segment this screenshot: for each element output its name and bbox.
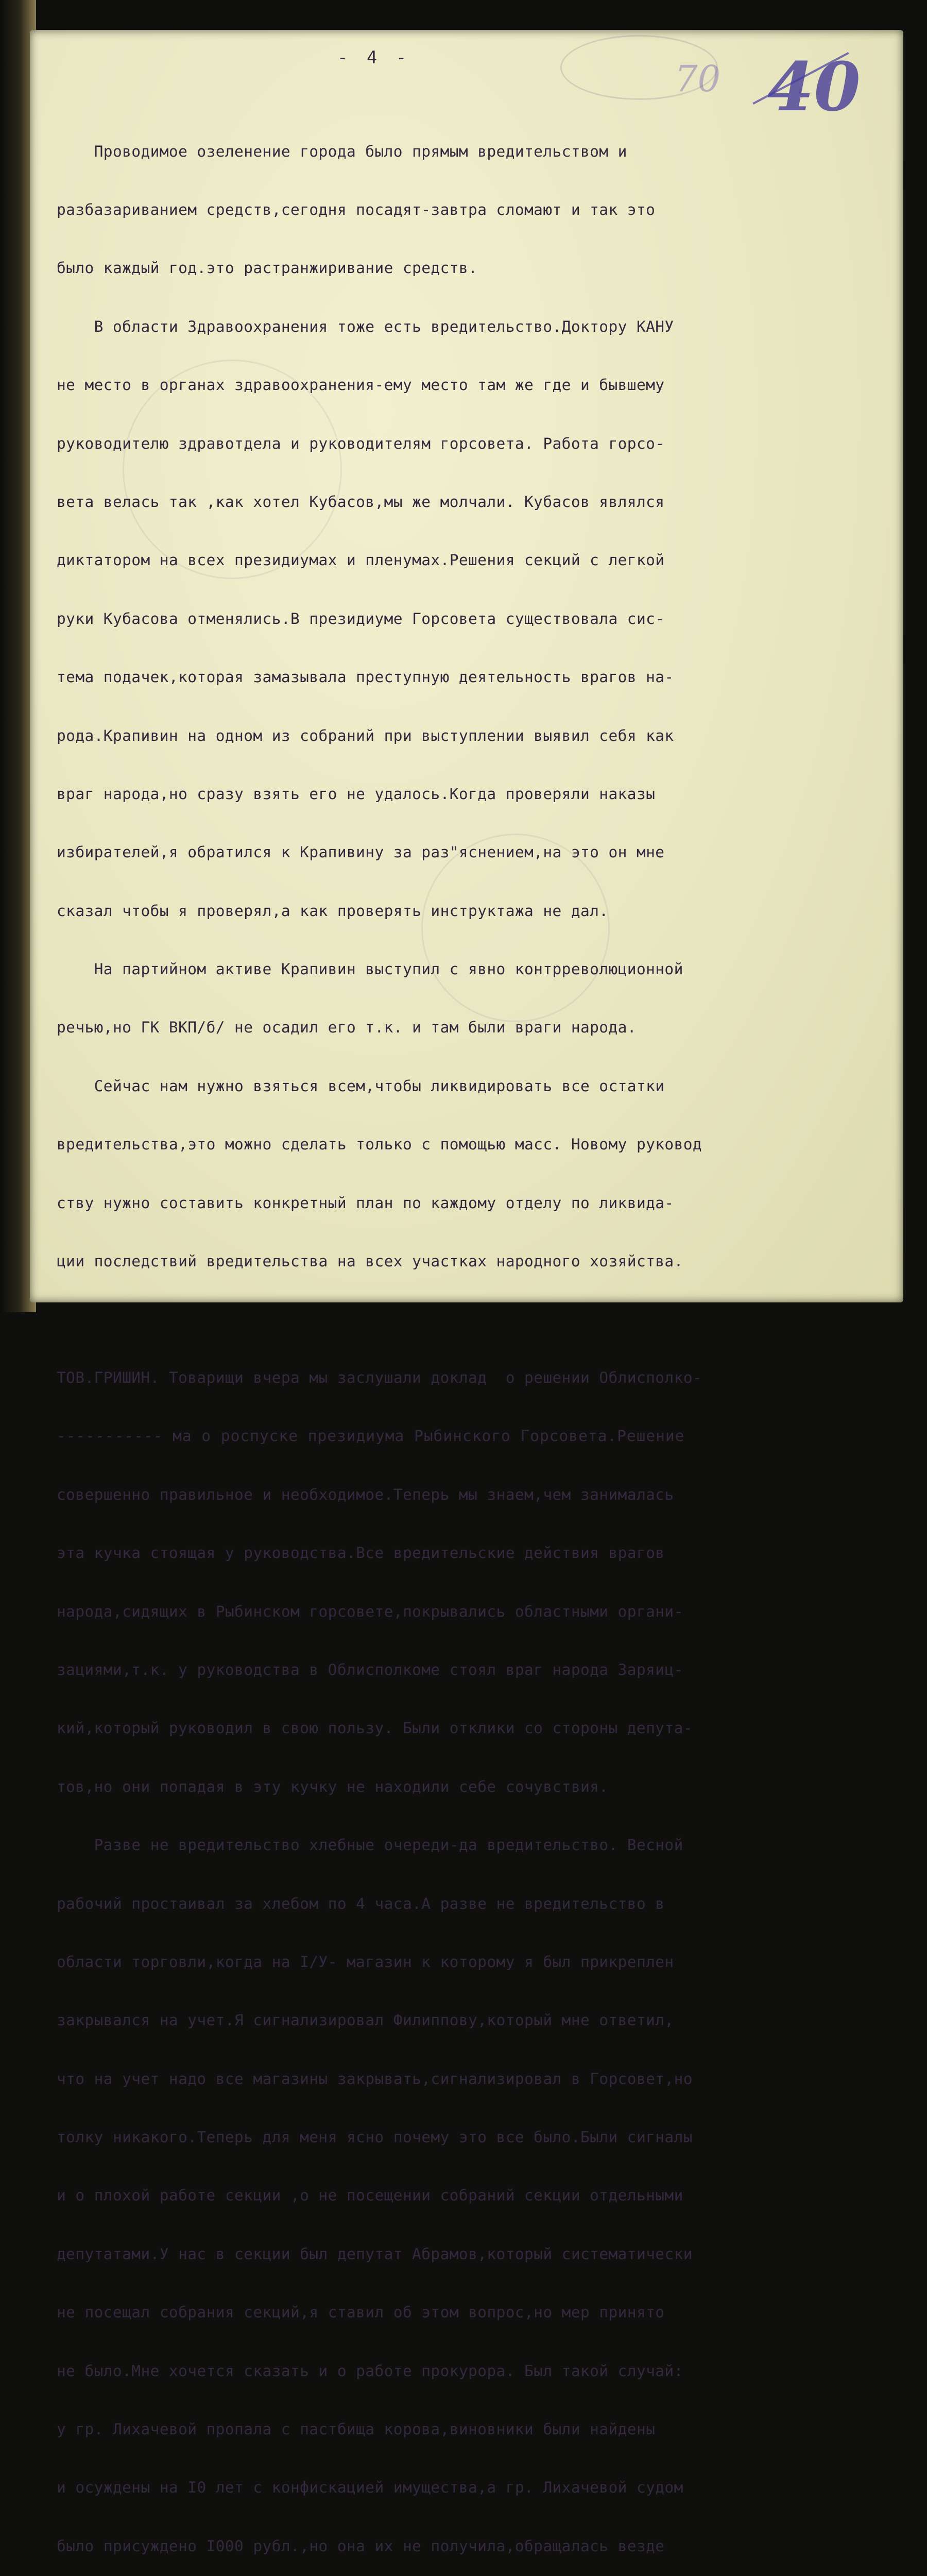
page-number: - 4 - — [337, 47, 411, 68]
paragraph-intro — [57, 103, 891, 1310]
text-line: эта кучка стоящая у руководства.Все вредительские действия врагов — [57, 1544, 665, 1562]
archive-folio-new: 40 — [767, 47, 861, 126]
paragraph-grishin — [57, 1329, 891, 2576]
text-line: ции последствий вредительства на всех участках народного хозяйства. — [57, 1252, 683, 1270]
text-line: На партийном активе Крапивин выступил с явно контрреволюционной — [57, 960, 683, 978]
text-line: диктатором на всех президиумах и пленумах.Решения секций с легкой — [57, 551, 665, 569]
text-line: было каждый год.это растранжиривание средств. — [57, 259, 478, 277]
text-line: сказал чтобы я проверял,а как проверять инструктажа не дал. — [57, 902, 609, 920]
text-line: и осуждены на I0 лет с конфискацией имущества,а гр. Лихачевой судом — [57, 2479, 683, 2497]
text-line: Сейчас нам нужно взяться всем,чтобы ликвидировать все остатки — [57, 1077, 665, 1095]
text-line: ству нужно составить конкретный план по каждому отделу по ликвида- — [57, 1194, 674, 1212]
text-line: тема подачек,которая замазывала преступную деятельность врагов на- — [57, 668, 674, 686]
speaker-underline: ----------- ма о роспуске президиума Рыбинского Горсовета.Решение — [57, 1427, 685, 1445]
text-line: депутатами.У нас в секции был депутат Абрамов,который систематически — [57, 2245, 693, 2263]
speaker-line: ТОВ.ГРИШИН. Товарищи вчера мы заслушали доклад о решении Облисполко- — [57, 1369, 702, 1386]
text-line: разбазариванием средств,сегодня посадят-завтра сломают и так это — [57, 200, 656, 218]
text-line: было присуждено I000 рубл.,но она их не получила,обращалась везде — [57, 2537, 665, 2555]
text-line: рабочий простаивал за хлебом по 4 часа.А разве не вредительство в — [57, 1894, 665, 1912]
archive-folio-old: 70 — [675, 58, 721, 100]
text-line: избирателей,я обратился к Крапивину за раз"яснением,на это он мне — [57, 843, 665, 861]
text-line: речью,но ГК ВКП/б/ не осадил его т.к. и там были враги народа. — [57, 1019, 637, 1037]
text-line: не посещал собрания секций,я ставил об этом вопрос,но мер принято — [57, 2303, 665, 2321]
text-line: области торговли,когда на I/У- магазин к которому я был прикреплен — [57, 1953, 674, 1971]
text-line: не место в органах здравоохранения-ему место там же где и бывшему — [57, 376, 665, 394]
text-line: народа,сидящих в Рыбинском горсовете,покрывались областными органи- — [57, 1602, 683, 1620]
text-line: руки Кубасова отменялись.В президиуме Горсовета существовала сис- — [57, 609, 665, 628]
text-line: у гр. Лихачевой пропала с пастбища корова,виновники были найдены — [57, 2420, 656, 2438]
text-line: зациями,т.к. у руководства в Облисполкоме стоял враг народа Заряиц- — [57, 1660, 683, 1679]
text-line: враг народа,но сразу взять его не удалось.Когда проверяли наказы — [57, 785, 656, 803]
text-line: что на учет надо все магазины закрывать,сигнализировал в Горсовет,но — [57, 2070, 693, 2088]
text-line: Разве не вредительство хлебные очереди-да вредительство. Весной — [57, 1836, 683, 1854]
text-line: Проводимое озеленение города было прямым вредительством и — [57, 142, 627, 160]
text-line: вредительства,это можно сделать только с помощью масс. Новому руковод — [57, 1136, 702, 1154]
text-line: не было.Мне хочется сказать и о работе прокурора. Был такой случай: — [57, 2362, 683, 2380]
document-body — [57, 103, 891, 2576]
text-line: вета велась так ,как хотел Кубасов,мы же молчали. Кубасов являлся — [57, 493, 665, 511]
text-line: В области Здравоохранения тоже есть вредительство.Доктору КАНУ — [57, 317, 674, 335]
text-line: и о плохой работе секции ,о не посещении собраний секции отдельными — [57, 2187, 683, 2205]
text-line: закрывался на учет.Я сигнализировал Филиппову,который мне ответил, — [57, 2011, 674, 2029]
text-line: рода.Крапивин на одном из собраний при выступлении выявил себя как — [57, 726, 674, 744]
text-line: толку никакого.Теперь для меня ясно почему это все было.Были сигналы — [57, 2128, 693, 2146]
text-line: кий,который руководил в свою пользу. Были отклики со стороны депута- — [57, 1719, 693, 1737]
text-line: тов,но они попадая в эту кучку не находили себе сочувствия. — [57, 1777, 609, 1795]
text-line: руководителю здравотдела и руководителям горсовета. Работа горсо- — [57, 434, 665, 452]
text-line: совершенно правильное и необходимое.Теперь мы знаем,чем занималась — [57, 1485, 674, 1503]
